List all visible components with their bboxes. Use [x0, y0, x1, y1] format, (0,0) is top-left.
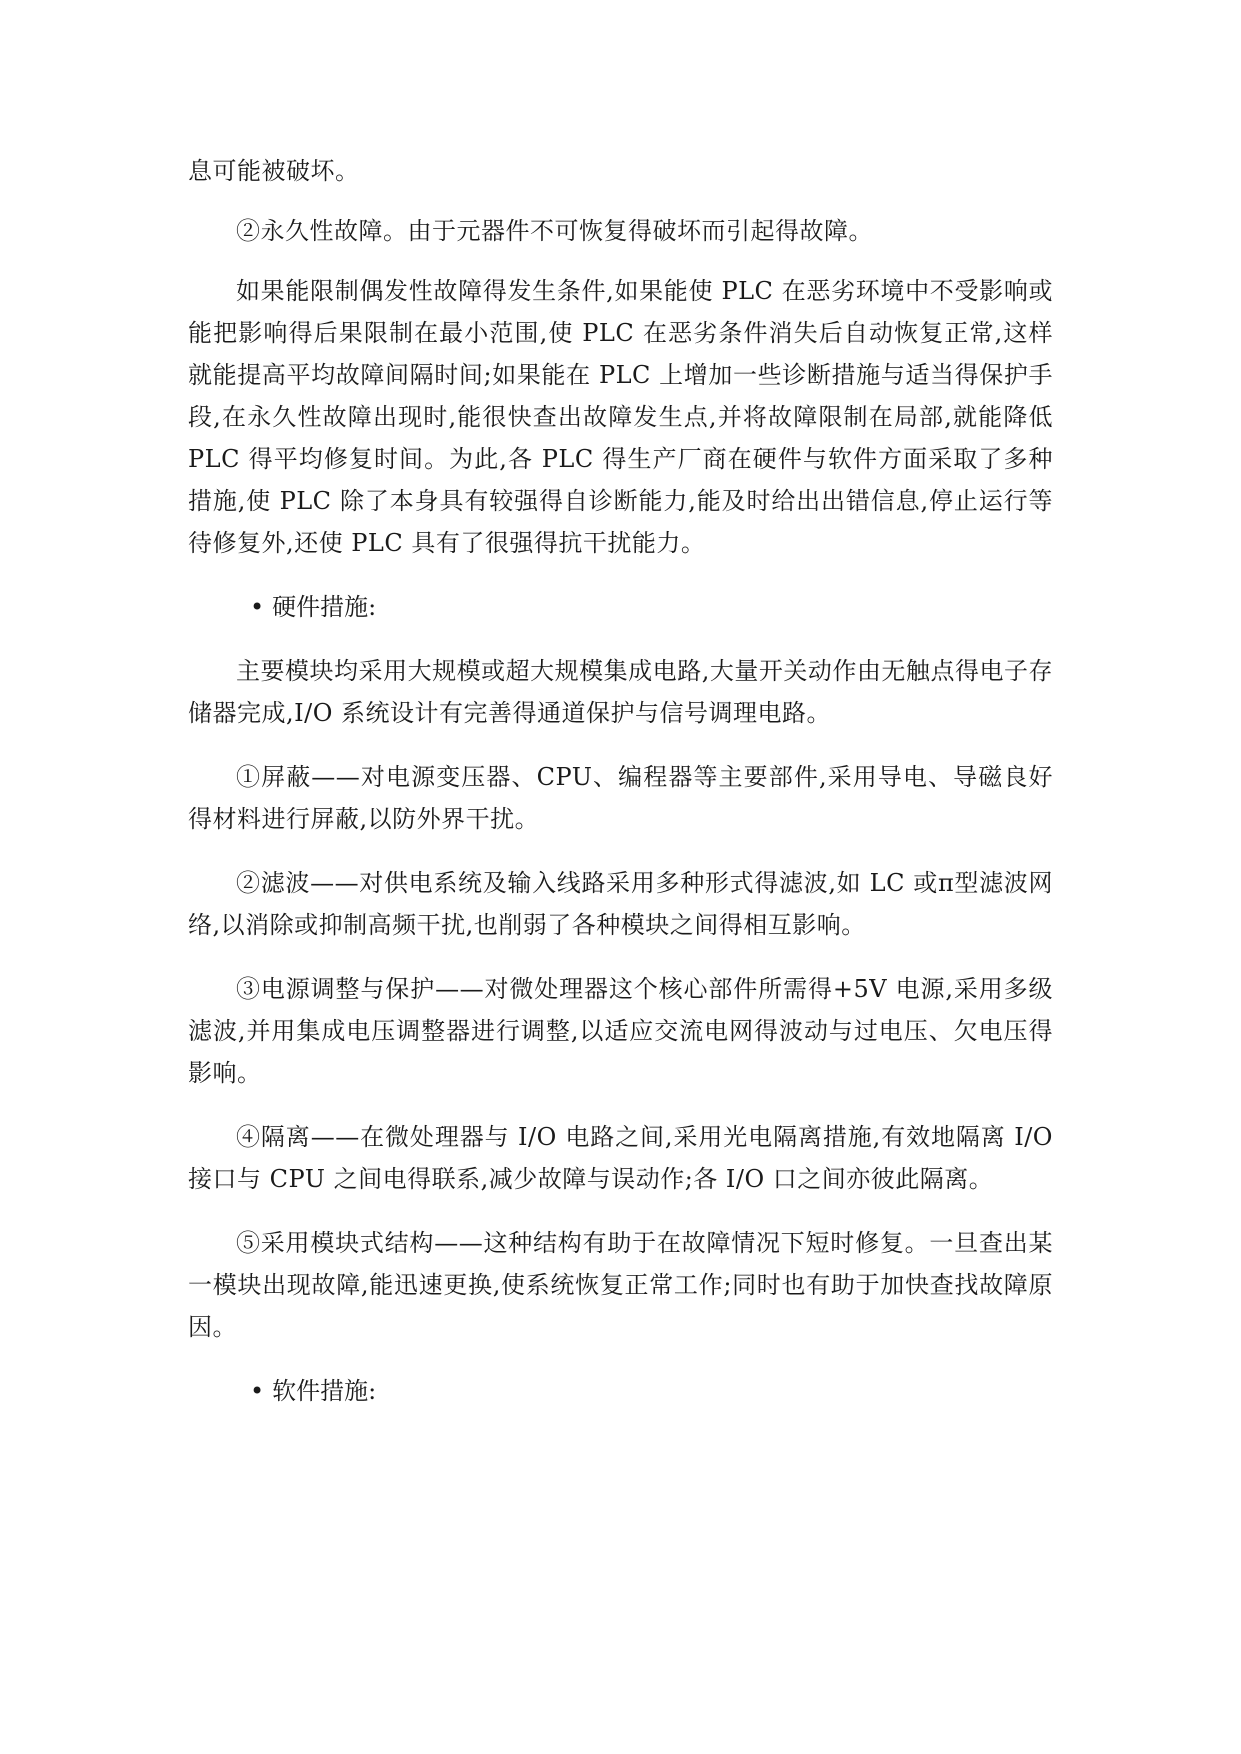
bullet-dot-icon: •	[250, 1377, 265, 1405]
paragraph-power-regulation: ③电源调整与保护——对微处理器这个核心部件所需得+5V 电源,采用多级滤波,并用集成电压调整器进行调整,以适应交流电网得波动与过电压、欠电压得影响。	[188, 975, 1053, 1087]
paragraph-hardware-overview: 主要模块均采用大规模或超大规模集成电路,大量开关动作由无触点得电子存储器完成,I/O 系统设计有完善得通道保护与信号调理电路。	[188, 657, 1053, 727]
paragraph-filtering: ②滤波——对供电系统及输入线路采用多种形式得滤波,如 LC 或π型滤波网络,以消除或抑制高频干扰,也削弱了各种模块之间得相互影响。	[188, 869, 1053, 939]
bullet-dot-icon: •	[250, 593, 265, 621]
paragraph-continuation: 息可能被破坏。	[188, 157, 360, 185]
paragraph-reliability-measures: 如果能限制偶发性故障得发生条件,如果能使 PLC 在恶劣环境中不受影响或能把影响得后果限制在最小范围,使 PLC 在恶劣条件消失后自动恢复正常,这样就能提高平均故障间隔时间;如果能在 PLC 上增加一些诊断措施与适当得保护手段,在永久性故障出现时,能很快查出故障发生点,并将故障限制在局部,就能降低 PLC 得平均修复时间。为此,各 PLC 得生产厂商在硬件与软件方面采取了多种措施,使 PLC 除了本身具有较强得自诊断能力,能及时给出出错信息,停止运行等待修复外,还使 PLC 具有了很强得抗干扰能力。	[188, 277, 1053, 557]
paragraph-isolation: ④隔离——在微处理器与 I/O 电路之间,采用光电隔离措施,有效地隔离 I/O 接口与 CPU 之间电得联系,减少故障与误动作;各 I/O 口之间亦彼此隔离。	[188, 1123, 1053, 1193]
bullet-label: 硬件措施:	[272, 593, 377, 621]
bullet-hardware-measures	[188, 586, 1053, 628]
bullet-software-measures	[188, 1370, 1053, 1412]
document-body	[188, 150, 1053, 1412]
paragraph-modular-structure: ⑤采用模块式结构——这种结构有助于在故障情况下短时修复。一旦查出某一模块出现故障,能迅速更换,使系统恢复正常工作;同时也有助于加快查找故障原因。	[188, 1229, 1053, 1341]
paragraph-permanent-fault: ②永久性故障。由于元器件不可恢复得破坏而引起得故障。	[236, 217, 873, 245]
bullet-label: 软件措施:	[272, 1377, 377, 1405]
paragraph-shielding: ①屏蔽——对电源变压器、CPU、编程器等主要部件,采用导电、导磁良好得材料进行屏蔽,以防外界干扰。	[188, 763, 1053, 833]
